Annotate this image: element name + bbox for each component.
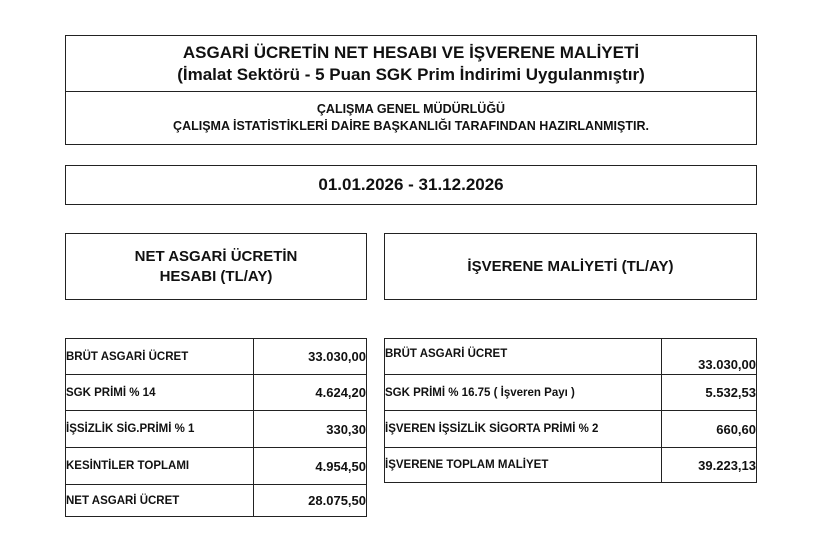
table-row [66, 375, 367, 411]
report-header [65, 35, 757, 145]
row-value: 4.954,50 [254, 448, 367, 485]
net-section-title-line2: HESABI (TL/AY) [159, 267, 273, 285]
report-org-block [66, 92, 756, 144]
employer-section-title: İŞVERENE MALİYETİ (TL/AY) [467, 257, 674, 275]
table-row [385, 411, 757, 448]
row-label: SGK PRİMİ % 16.75 ( İşveren Payı ) [385, 375, 662, 411]
row-label: SGK PRİMİ % 14 [66, 375, 254, 411]
employer-cost-table [384, 338, 757, 483]
table-row [385, 448, 757, 483]
report-title: ASGARİ ÜCRETİN NET HESABI VE İŞVERENE MALİYETİ [182, 42, 640, 62]
table-row [385, 339, 757, 375]
row-label: NET ASGARİ ÜCRET [66, 485, 254, 517]
row-label: KESİNTİLER TOPLAMI [66, 448, 254, 485]
row-label: İŞVEREN İŞSİZLİK SİGORTA PRİMİ % 2 [385, 411, 662, 448]
net-section-header [65, 233, 367, 300]
report-title-block [66, 36, 756, 92]
row-label: BRÜT ASGARİ ÜCRET [385, 339, 662, 375]
table-row [66, 411, 367, 448]
net-wage-table [65, 338, 367, 517]
period-box [65, 165, 757, 205]
row-value: 5.532,53 [662, 375, 757, 411]
row-value: 33.030,00 [662, 339, 757, 375]
table-row [385, 375, 757, 411]
row-value: 33.030,00 [254, 339, 367, 375]
table-row [66, 448, 367, 485]
row-value: 330,30 [254, 411, 367, 448]
row-value: 660,60 [662, 411, 757, 448]
org-department: ÇALIŞMA İSTATİSTİKLERİ DAİRE BAŞKANLIĞI TARAFINDAN HAZIRLANMIŞTIR. [173, 119, 649, 133]
row-label: İŞSİZLİK SİG.PRİMİ % 1 [66, 411, 254, 448]
row-value: 4.624,20 [254, 375, 367, 411]
net-section-title-line1: NET ASGARİ ÜCRETİN [134, 247, 298, 265]
row-value: 39.223,13 [662, 448, 757, 483]
table-row [66, 339, 367, 375]
report-subtitle: (İmalat Sektörü - 5 Puan SGK Prim İndirimi Uygulanmıştır) [177, 64, 645, 84]
row-label: İŞVERENE TOPLAM MALİYET [385, 448, 662, 483]
row-value: 28.075,50 [254, 485, 367, 517]
table-row [66, 485, 367, 517]
period-range: 01.01.2026 - 31.12.2026 [318, 175, 504, 194]
employer-section-header [384, 233, 757, 300]
org-name: ÇALIŞMA GENEL MÜDÜRLÜĞÜ [316, 102, 506, 116]
row-label: BRÜT ASGARİ ÜCRET [66, 339, 254, 375]
